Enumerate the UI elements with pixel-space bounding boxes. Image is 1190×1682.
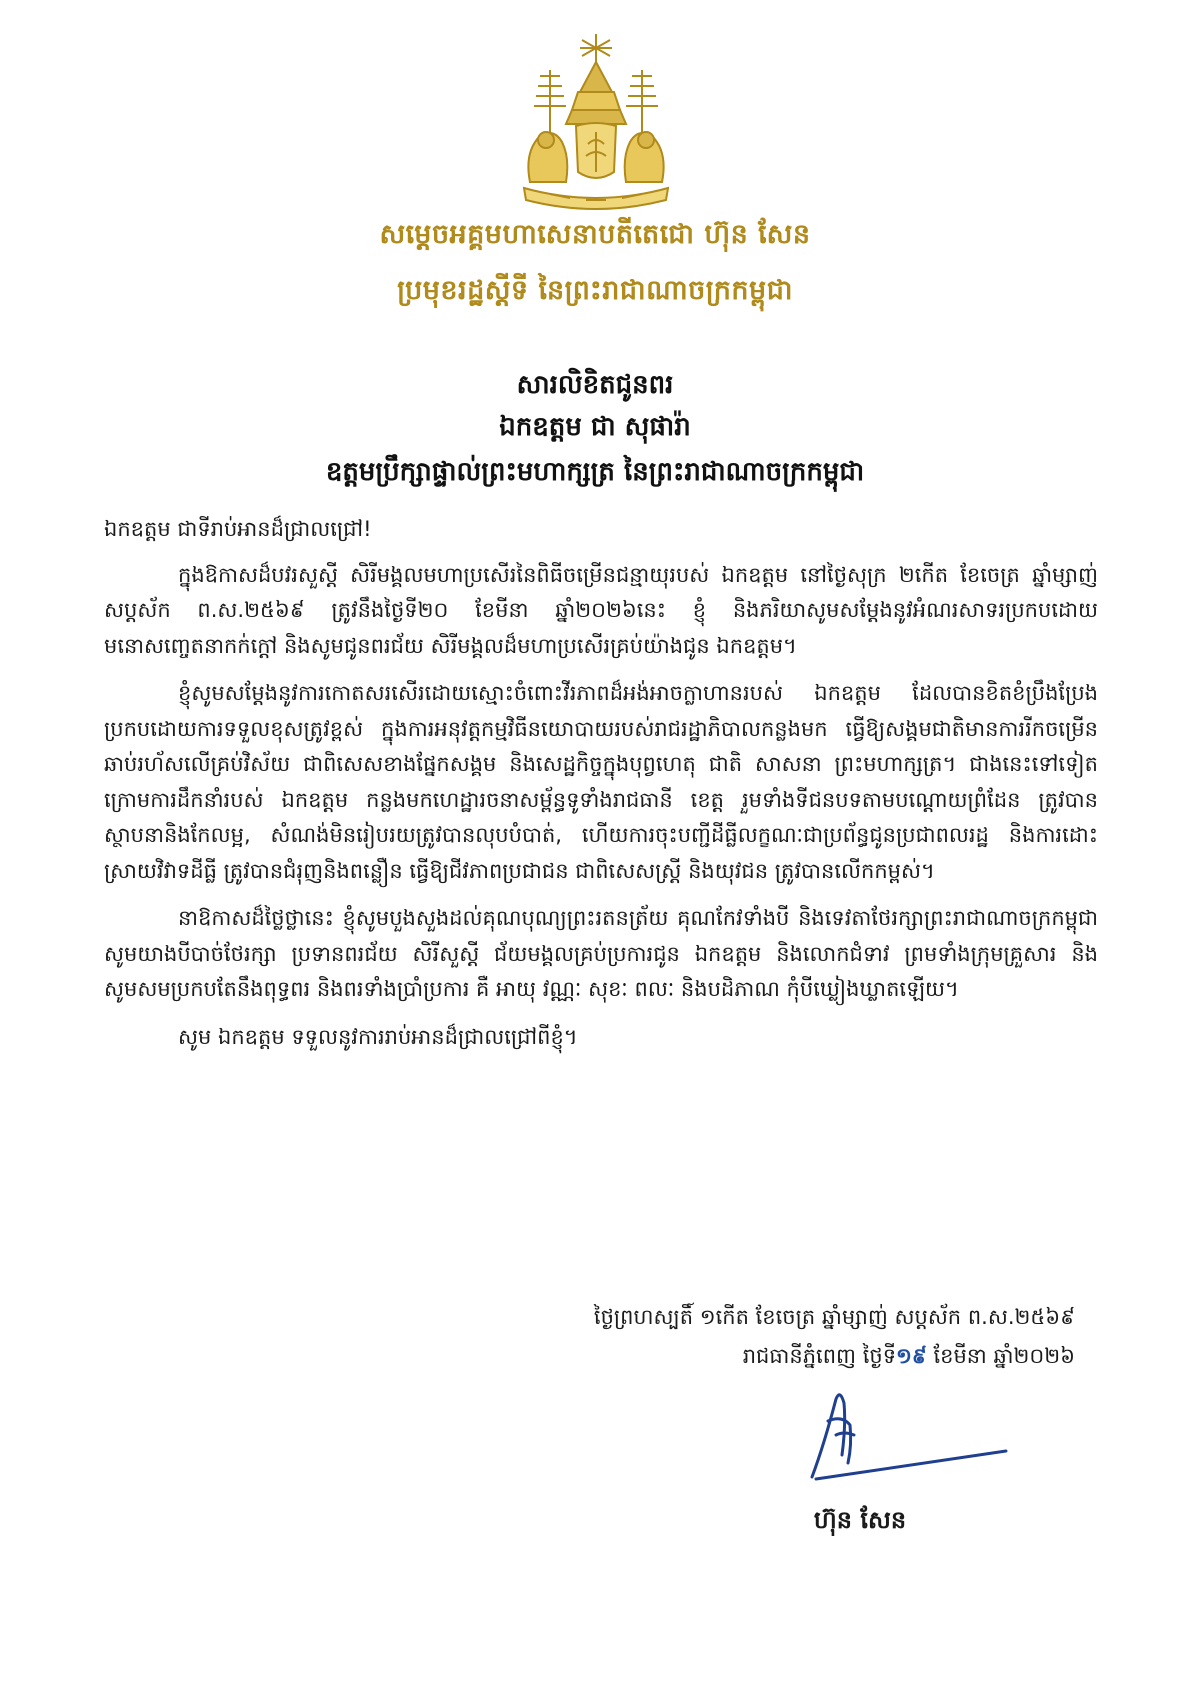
signer-name: ហ៊ុន សែន	[813, 1506, 907, 1534]
sender-name-title: សម្តេចអគ្គមហាសេនាបតីតេជោ ហ៊ុន សែន	[379, 219, 811, 250]
place-prefix: រាជធានីភ្នំពេញ ថ្ងៃទី	[742, 1344, 897, 1368]
letter-title: សារលិខិតជូនពរ	[516, 370, 674, 400]
paragraph-1: ក្នុងឱកាសដ៏បវរសួស្តី សិរីមង្គលមហាប្រសើរនៃពិធីចម្រើនជន្មាយុរបស់ ឯកឧត្តម នៅថ្ងៃសុក្រ ២កើត ខែចេត្រ ឆ្នាំម្សាញ់ សប្តស័ក ព.ស.២៥៦៩ ត្រូវនឹងថ្ងៃទី២០ ខែមីនា ឆ្នាំ២០២៦នេះ ខ្ញុំ និងភរិយាសូមសម្តែងនូវអំណរសាទរប្រកបដោយមនោសញ្ចេតនាកក់ក្តៅ និងសូមជូនពរជ័យ សិរីមង្គលដ៏មហាប្រសើរគ្រប់យ៉ាងជូន ឯកឧត្តម។	[104, 562, 1098, 658]
lunar-dateline: ថ្ងៃព្រហស្បតិ៍ ១កើត ខែចេត្រ ឆ្នាំម្សាញ់ សប្តស័ក ព.ស.២៥៦៩	[593, 1305, 1075, 1329]
letter-body	[104, 512, 1098, 1065]
recipient-position: ឧត្តមប្រឹក្សាផ្ទាល់ព្រះមហាក្សត្រ នៃព្រះរាជាណាចក្រកម្ពុជា	[325, 457, 865, 487]
month-year: ខែមីនា ឆ្នាំ២០២៦	[926, 1344, 1075, 1368]
paragraph-3: នាឱកាសដ៏ថ្លៃថ្លានេះ ខ្ញុំសូមបួងសួងដល់គុណបុណ្យព្រះរតនត្រ័យ គុណកែវទាំងបី និងទេវតាថែរក្សាព្រះរាជាណាចក្រកម្ពុជា សូមយាងបីបាច់ថែរក្សា ប្រទានពរជ័យ សិរីសួស្តី ជ័យមង្គលគ្រប់ប្រការជូន ឯកឧត្តម និងលោកជំទាវ ព្រមទាំងក្រុមគ្រួសារ និងសូមសមប្រកបតែនឹងពុទ្ធពរ និងពរទាំងប្រាំប្រការ គឺ អាយុ វណ្ណៈ សុខៈ ពលៈ និងបដិភាណ កុំបីឃ្លៀងឃ្លាតឡើយ។	[104, 906, 1098, 1001]
place-dateline	[743, 1339, 1075, 1374]
handwritten-day: ១៩	[896, 1344, 927, 1368]
sender-position-title: ប្រមុខរដ្ឋស្តីទី នៃព្រះរាជាណាចក្រកម្ពុជា	[397, 275, 793, 306]
handwritten-signature-icon	[806, 1385, 1016, 1495]
paragraph-2: ខ្ញុំសូមសម្តែងនូវការកោតសរសើរដោយស្មោះចំពោះវីរភាពដ៏អង់អាចក្លាហានរបស់ ឯកឧត្តម ដែលបានខិតខំប្រឹងប្រែងប្រកបដោយការទទួលខុសត្រូវខ្ពស់ ក្នុងការអនុវត្តកម្មវិធីនយោបាយរបស់រាជរដ្ឋាភិបាលកន្លងមក ធ្វើឱ្យសង្គមជាតិមានការរីកចម្រើនឆាប់រហ័សលើគ្រប់វិស័យ ជាពិសេសខាងផ្នែកសង្គម និងសេដ្ឋកិច្ចក្នុងបុព្វហេតុ ជាតិ សាសនា ព្រះមហាក្សត្រ។ ជាងនេះទៅទៀត ក្រោមការដឹកនាំរបស់ ឯកឧត្តម កន្លងមកហេដ្ឋារចនាសម្ព័ន្ធទូទាំងរាជធានី ខេត្ត រួមទាំងទីជនបទតាមបណ្តោយព្រំដែន ត្រូវបានស្ថាបនានិងកែលម្អ, សំណង់មិនរៀបរយត្រូវបានលុបបំបាត់, ហើយការចុះបញ្ជីដីធ្លីលក្ខណៈជាប្រព័ន្ធជូនប្រជាពលរដ្ឋ និងការដោះស្រាយវិវាទដីធ្លី ត្រូវបានជំរុញនិងពន្លឿន ធ្វើឱ្យជីវភាពប្រជាជន ជាពិសេសស្ត្រី និងយុវជន ត្រូវបានលើកកម្ពស់។	[104, 681, 1098, 883]
salutation: ឯកឧត្តម ជាទីរាប់អានដ៏ជ្រាលជ្រៅ!	[104, 517, 372, 541]
recipient-name: ឯកឧត្តម ជា សុផារ៉ា	[499, 412, 691, 442]
royal-coat-of-arms-icon	[510, 32, 682, 210]
closing-line: សូម ឯកឧត្តម ទទួលនូវការរាប់អានដ៏ជ្រាលជ្រៅពីខ្ញុំ។	[178, 1024, 578, 1049]
